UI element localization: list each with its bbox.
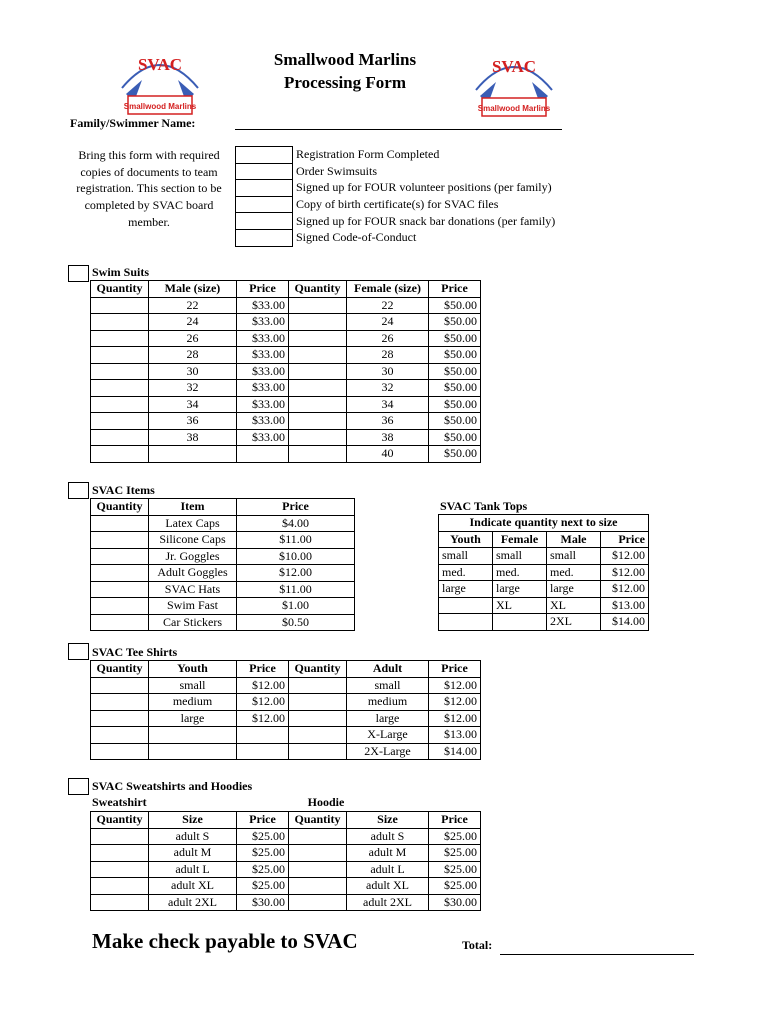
hoodie-price: $25.00 [429, 878, 481, 895]
hoodie-size: adult XL [347, 878, 429, 895]
checklist-check-field[interactable] [236, 213, 293, 230]
swimsuits-title: Swim Suits [92, 265, 150, 279]
male-quantity-field[interactable] [91, 413, 149, 430]
youth-quantity-field[interactable] [91, 694, 149, 711]
female-quantity-field[interactable] [289, 396, 347, 413]
hoodie-size: adult L [347, 861, 429, 878]
female-price: $50.00 [429, 413, 481, 430]
adult-size: 2X-Large [347, 743, 429, 760]
col-header: Size [149, 812, 237, 829]
item-price: $10.00 [237, 548, 355, 565]
swimsuits-checkbox[interactable] [68, 265, 89, 282]
col-header: Price [601, 531, 649, 548]
female-price: $50.00 [429, 446, 481, 463]
sweatshirt-quantity-field[interactable] [91, 894, 149, 911]
tank-female-size[interactable] [493, 614, 547, 631]
table-row [91, 396, 481, 413]
table-row [91, 581, 355, 598]
male-size: 36 [149, 413, 237, 430]
hoodie-price: $25.00 [429, 861, 481, 878]
male-price: $33.00 [237, 380, 289, 397]
tank-youth-size[interactable]: med. [439, 564, 493, 581]
female-size: 24 [347, 314, 429, 331]
tees-title: SVAC Tee Shirts [92, 645, 178, 659]
col-header: Price [429, 812, 481, 829]
checklist-row [236, 196, 559, 213]
table-row [91, 515, 355, 532]
adult-size: large [347, 710, 429, 727]
logo-text: SVAC [137, 55, 183, 74]
title-line-1: Smallwood Marlins [273, 50, 417, 69]
checklist-table [235, 146, 558, 247]
sweatshirt-quantity-field[interactable] [91, 861, 149, 878]
female-price: $50.00 [429, 330, 481, 347]
checklist-check-field[interactable] [236, 163, 293, 180]
logo-text: SVAC [491, 57, 537, 76]
table-row [91, 677, 481, 694]
male-quantity-field[interactable] [91, 297, 149, 314]
tank-price: $12.00 [601, 548, 649, 565]
table-row [91, 429, 481, 446]
checklist-item-label: Registration Form Completed [293, 147, 559, 164]
checklist-row [236, 213, 559, 230]
table-row [91, 363, 481, 380]
female-quantity-field[interactable] [289, 297, 347, 314]
item-name: Car Stickers [149, 614, 237, 631]
adult-quantity-field[interactable] [289, 743, 347, 760]
female-quantity-field[interactable] [289, 347, 347, 364]
family-name-label: Family/Swimmer Name: [70, 116, 196, 130]
adult-price: $14.00 [429, 743, 481, 760]
adult-size: X-Large [347, 727, 429, 744]
adult-price: $12.00 [429, 710, 481, 727]
item-price: $11.00 [237, 532, 355, 549]
table-row [91, 828, 481, 845]
female-quantity-field[interactable] [289, 314, 347, 331]
item-quantity-field[interactable] [91, 598, 149, 615]
col-header: Quantity [289, 661, 347, 678]
col-header: Price [237, 812, 289, 829]
female-size: 36 [347, 413, 429, 430]
male-price: $33.00 [237, 363, 289, 380]
col-header: Youth [149, 661, 237, 678]
logo-subtext: Smallwood Marlins [123, 102, 197, 111]
adult-quantity-field[interactable] [289, 694, 347, 711]
table-row [91, 347, 481, 364]
col-header: Price [237, 661, 289, 678]
female-price: $50.00 [429, 380, 481, 397]
table-row [91, 878, 481, 895]
item-quantity-field[interactable] [91, 614, 149, 631]
youth-price: $12.00 [237, 694, 289, 711]
youth-size: medium [149, 694, 237, 711]
tank-youth-size[interactable]: large [439, 581, 493, 598]
checklist-check-field[interactable] [236, 180, 293, 197]
tank-youth-size[interactable]: small [439, 548, 493, 565]
male-price: $33.00 [237, 396, 289, 413]
tank-youth-size[interactable] [439, 597, 493, 614]
tank-price: $14.00 [601, 614, 649, 631]
checklist-instructions: Bring this form with required copies of documents to team registration. This section to be completed by SVAC board member. [76, 148, 222, 229]
female-price: $50.00 [429, 429, 481, 446]
table-row [91, 861, 481, 878]
male-size: 24 [149, 314, 237, 331]
sweatshirt-quantity-field[interactable] [91, 878, 149, 895]
youth-price: $12.00 [237, 677, 289, 694]
table-row [91, 894, 481, 911]
col-header: Item [149, 499, 237, 516]
tank-female-size[interactable]: med. [493, 564, 547, 581]
male-quantity-field[interactable] [91, 347, 149, 364]
female-size: 30 [347, 363, 429, 380]
col-header: Youth [439, 531, 493, 548]
total-field[interactable] [500, 940, 694, 955]
female-size: 34 [347, 396, 429, 413]
male-size: 34 [149, 396, 237, 413]
checklist-row [236, 147, 559, 164]
hoodie-size: adult M [347, 845, 429, 862]
male-size: 26 [149, 330, 237, 347]
logo-subtext: Smallwood Marlins [477, 104, 551, 113]
male-quantity-field[interactable] [91, 446, 149, 463]
col-header: Quantity [91, 661, 149, 678]
tank-male-size[interactable]: XL [547, 597, 601, 614]
sweats-table [90, 811, 481, 911]
col-header: Adult [347, 661, 429, 678]
female-quantity-field[interactable] [289, 380, 347, 397]
tank-male-size[interactable]: 2XL [547, 614, 601, 631]
male-size: 28 [149, 347, 237, 364]
checklist-item-label: Signed Code-of-Conduct [293, 229, 559, 246]
col-header: Quantity [91, 281, 149, 298]
col-header: Male [547, 531, 601, 548]
col-header: Female (size) [347, 281, 429, 298]
checklist-row [236, 180, 559, 197]
item-quantity-field[interactable] [91, 548, 149, 565]
item-price: $0.50 [237, 614, 355, 631]
tanktops-table [438, 514, 649, 631]
sweatshirt-price: $25.00 [237, 845, 289, 862]
sweatshirt-price: $30.00 [237, 894, 289, 911]
tank-price: $12.00 [601, 564, 649, 581]
female-quantity-field[interactable] [289, 429, 347, 446]
female-price: $50.00 [429, 297, 481, 314]
adult-price: $12.00 [429, 677, 481, 694]
youth-price [237, 743, 289, 760]
family-name-field[interactable] [235, 116, 562, 130]
table-row [91, 330, 481, 347]
sweatshirt-quantity-field[interactable] [91, 828, 149, 845]
items-checkbox[interactable] [68, 482, 89, 499]
male-price: $33.00 [237, 314, 289, 331]
checklist-item-label: Signed up for FOUR snack bar donations (per family) [293, 213, 559, 230]
adult-size: small [347, 677, 429, 694]
checklist-item-label: Copy of birth certificate(s) for SVAC files [293, 196, 559, 213]
tank-male-size[interactable]: large [547, 581, 601, 598]
sweatshirt-size: adult XL [149, 878, 237, 895]
checklist-check-field[interactable] [236, 196, 293, 213]
female-quantity-field[interactable] [289, 330, 347, 347]
female-price: $50.00 [429, 314, 481, 331]
col-header: Quantity [91, 812, 149, 829]
sweatshirt-price: $25.00 [237, 878, 289, 895]
item-name: Silicone Caps [149, 532, 237, 549]
sweatshirt-label: Sweatshirt [92, 795, 147, 809]
youth-price: $12.00 [237, 710, 289, 727]
youth-size [149, 727, 237, 744]
svac-logo-right [466, 52, 562, 120]
tees-checkbox[interactable] [68, 643, 89, 660]
item-price: $12.00 [237, 565, 355, 582]
male-quantity-field[interactable] [91, 429, 149, 446]
checklist-row [236, 229, 559, 246]
item-name: Jr. Goggles [149, 548, 237, 565]
table-row [91, 727, 481, 744]
table-row [91, 710, 481, 727]
table-row [91, 380, 481, 397]
table-row [91, 845, 481, 862]
checklist-item-label: Signed up for FOUR volunteer positions (per family) [293, 180, 559, 197]
hoodie-size: adult S [347, 828, 429, 845]
female-quantity-field[interactable] [289, 446, 347, 463]
table-row [91, 565, 355, 582]
female-quantity-field[interactable] [289, 363, 347, 380]
table-row [91, 548, 355, 565]
adult-quantity-field[interactable] [289, 677, 347, 694]
male-size [149, 446, 237, 463]
table-row [439, 581, 649, 598]
female-size: 38 [347, 429, 429, 446]
male-quantity-field[interactable] [91, 396, 149, 413]
item-price: $1.00 [237, 598, 355, 615]
item-price: $4.00 [237, 515, 355, 532]
youth-quantity-field[interactable] [91, 743, 149, 760]
swimsuits-table [90, 280, 481, 463]
hoodie-price: $25.00 [429, 828, 481, 845]
table-row [91, 297, 481, 314]
youth-quantity-field[interactable] [91, 677, 149, 694]
col-header: Price [429, 661, 481, 678]
adult-price: $13.00 [429, 727, 481, 744]
sweatshirt-size: adult 2XL [149, 894, 237, 911]
adult-quantity-field[interactable] [289, 710, 347, 727]
items-table [90, 498, 355, 631]
hoodie-quantity-field[interactable] [289, 894, 347, 911]
male-price [237, 446, 289, 463]
item-price: $11.00 [237, 581, 355, 598]
male-price: $33.00 [237, 413, 289, 430]
table-row [91, 743, 481, 760]
sweatshirt-size: adult M [149, 845, 237, 862]
female-size: 28 [347, 347, 429, 364]
tank-female-size[interactable]: small [493, 548, 547, 565]
sweatshirt-quantity-field[interactable] [91, 845, 149, 862]
hoodie-size: adult 2XL [347, 894, 429, 911]
tank-price: $12.00 [601, 581, 649, 598]
col-header: Size [347, 812, 429, 829]
col-header: Female [493, 531, 547, 548]
checklist-row [236, 163, 559, 180]
item-quantity-field[interactable] [91, 581, 149, 598]
item-name: Latex Caps [149, 515, 237, 532]
male-price: $33.00 [237, 297, 289, 314]
youth-quantity-field[interactable] [91, 710, 149, 727]
tanktops-title: SVAC Tank Tops [440, 499, 528, 513]
female-price: $50.00 [429, 363, 481, 380]
item-name: Swim Fast [149, 598, 237, 615]
youth-size: small [149, 677, 237, 694]
table-row [439, 564, 649, 581]
check-payable-text: Make check payable to SVAC [92, 929, 358, 953]
male-quantity-field[interactable] [91, 330, 149, 347]
sweatshirt-size: adult L [149, 861, 237, 878]
col-header: Price [237, 499, 355, 516]
item-quantity-field[interactable] [91, 532, 149, 549]
adult-price: $12.00 [429, 694, 481, 711]
female-size: 22 [347, 297, 429, 314]
male-quantity-field[interactable] [91, 363, 149, 380]
youth-quantity-field[interactable] [91, 727, 149, 744]
male-price: $33.00 [237, 330, 289, 347]
hoodie-quantity-field[interactable] [289, 845, 347, 862]
table-row [91, 598, 355, 615]
item-name: Adult Goggles [149, 565, 237, 582]
female-size: 26 [347, 330, 429, 347]
male-size: 22 [149, 297, 237, 314]
tank-male-size[interactable]: med. [547, 564, 601, 581]
tank-female-size[interactable]: XL [493, 597, 547, 614]
col-header: Quantity [289, 812, 347, 829]
hoodie-quantity-field[interactable] [289, 828, 347, 845]
female-quantity-field[interactable] [289, 413, 347, 430]
female-size: 32 [347, 380, 429, 397]
adult-quantity-field[interactable] [289, 727, 347, 744]
tank-price: $13.00 [601, 597, 649, 614]
item-name: SVAC Hats [149, 581, 237, 598]
table-row [91, 532, 355, 549]
col-header: Quantity [289, 281, 347, 298]
youth-size [149, 743, 237, 760]
checklist-check-field[interactable] [236, 147, 293, 164]
adult-size: medium [347, 694, 429, 711]
tank-female-size[interactable]: large [493, 581, 547, 598]
hoodie-quantity-field[interactable] [289, 861, 347, 878]
male-size: 32 [149, 380, 237, 397]
tank-youth-size[interactable] [439, 614, 493, 631]
item-quantity-field[interactable] [91, 515, 149, 532]
sweats-title: SVAC Sweatshirts and Hoodies [92, 779, 253, 793]
hoodie-price: $25.00 [429, 845, 481, 862]
female-size: 40 [347, 446, 429, 463]
sweatshirt-price: $25.00 [237, 861, 289, 878]
hoodie-quantity-field[interactable] [289, 878, 347, 895]
table-row [91, 694, 481, 711]
table-row [91, 614, 355, 631]
sweats-checkbox[interactable] [68, 778, 89, 795]
form-title [240, 48, 450, 94]
items-title: SVAC Items [92, 483, 155, 497]
tank-male-size[interactable]: small [547, 548, 601, 565]
col-header: Price [237, 281, 289, 298]
male-quantity-field[interactable] [91, 314, 149, 331]
tanktops-subtitle: Indicate quantity next to size [439, 515, 649, 532]
table-row [439, 614, 649, 631]
title-line-2: Processing Form [284, 73, 406, 92]
male-price: $33.00 [237, 347, 289, 364]
col-header: Price [429, 281, 481, 298]
tees-table [90, 660, 481, 760]
col-header: Quantity [91, 499, 149, 516]
table-row [91, 446, 481, 463]
item-quantity-field[interactable] [91, 565, 149, 582]
male-quantity-field[interactable] [91, 380, 149, 397]
male-price: $33.00 [237, 429, 289, 446]
female-price: $50.00 [429, 347, 481, 364]
male-size: 38 [149, 429, 237, 446]
youth-price [237, 727, 289, 744]
hoodie-label: Hoodie [307, 795, 345, 809]
total-label: Total: [462, 938, 493, 952]
table-row [91, 314, 481, 331]
table-row [439, 548, 649, 565]
checklist-check-field[interactable] [236, 229, 293, 246]
svac-logo-left [112, 50, 208, 118]
female-price: $50.00 [429, 396, 481, 413]
checklist-item-label: Order Swimsuits [293, 163, 559, 180]
table-row [439, 597, 649, 614]
male-size: 30 [149, 363, 237, 380]
sweatshirt-price: $25.00 [237, 828, 289, 845]
sweatshirt-size: adult S [149, 828, 237, 845]
hoodie-price: $30.00 [429, 894, 481, 911]
youth-size: large [149, 710, 237, 727]
table-row [91, 413, 481, 430]
col-header: Male (size) [149, 281, 237, 298]
